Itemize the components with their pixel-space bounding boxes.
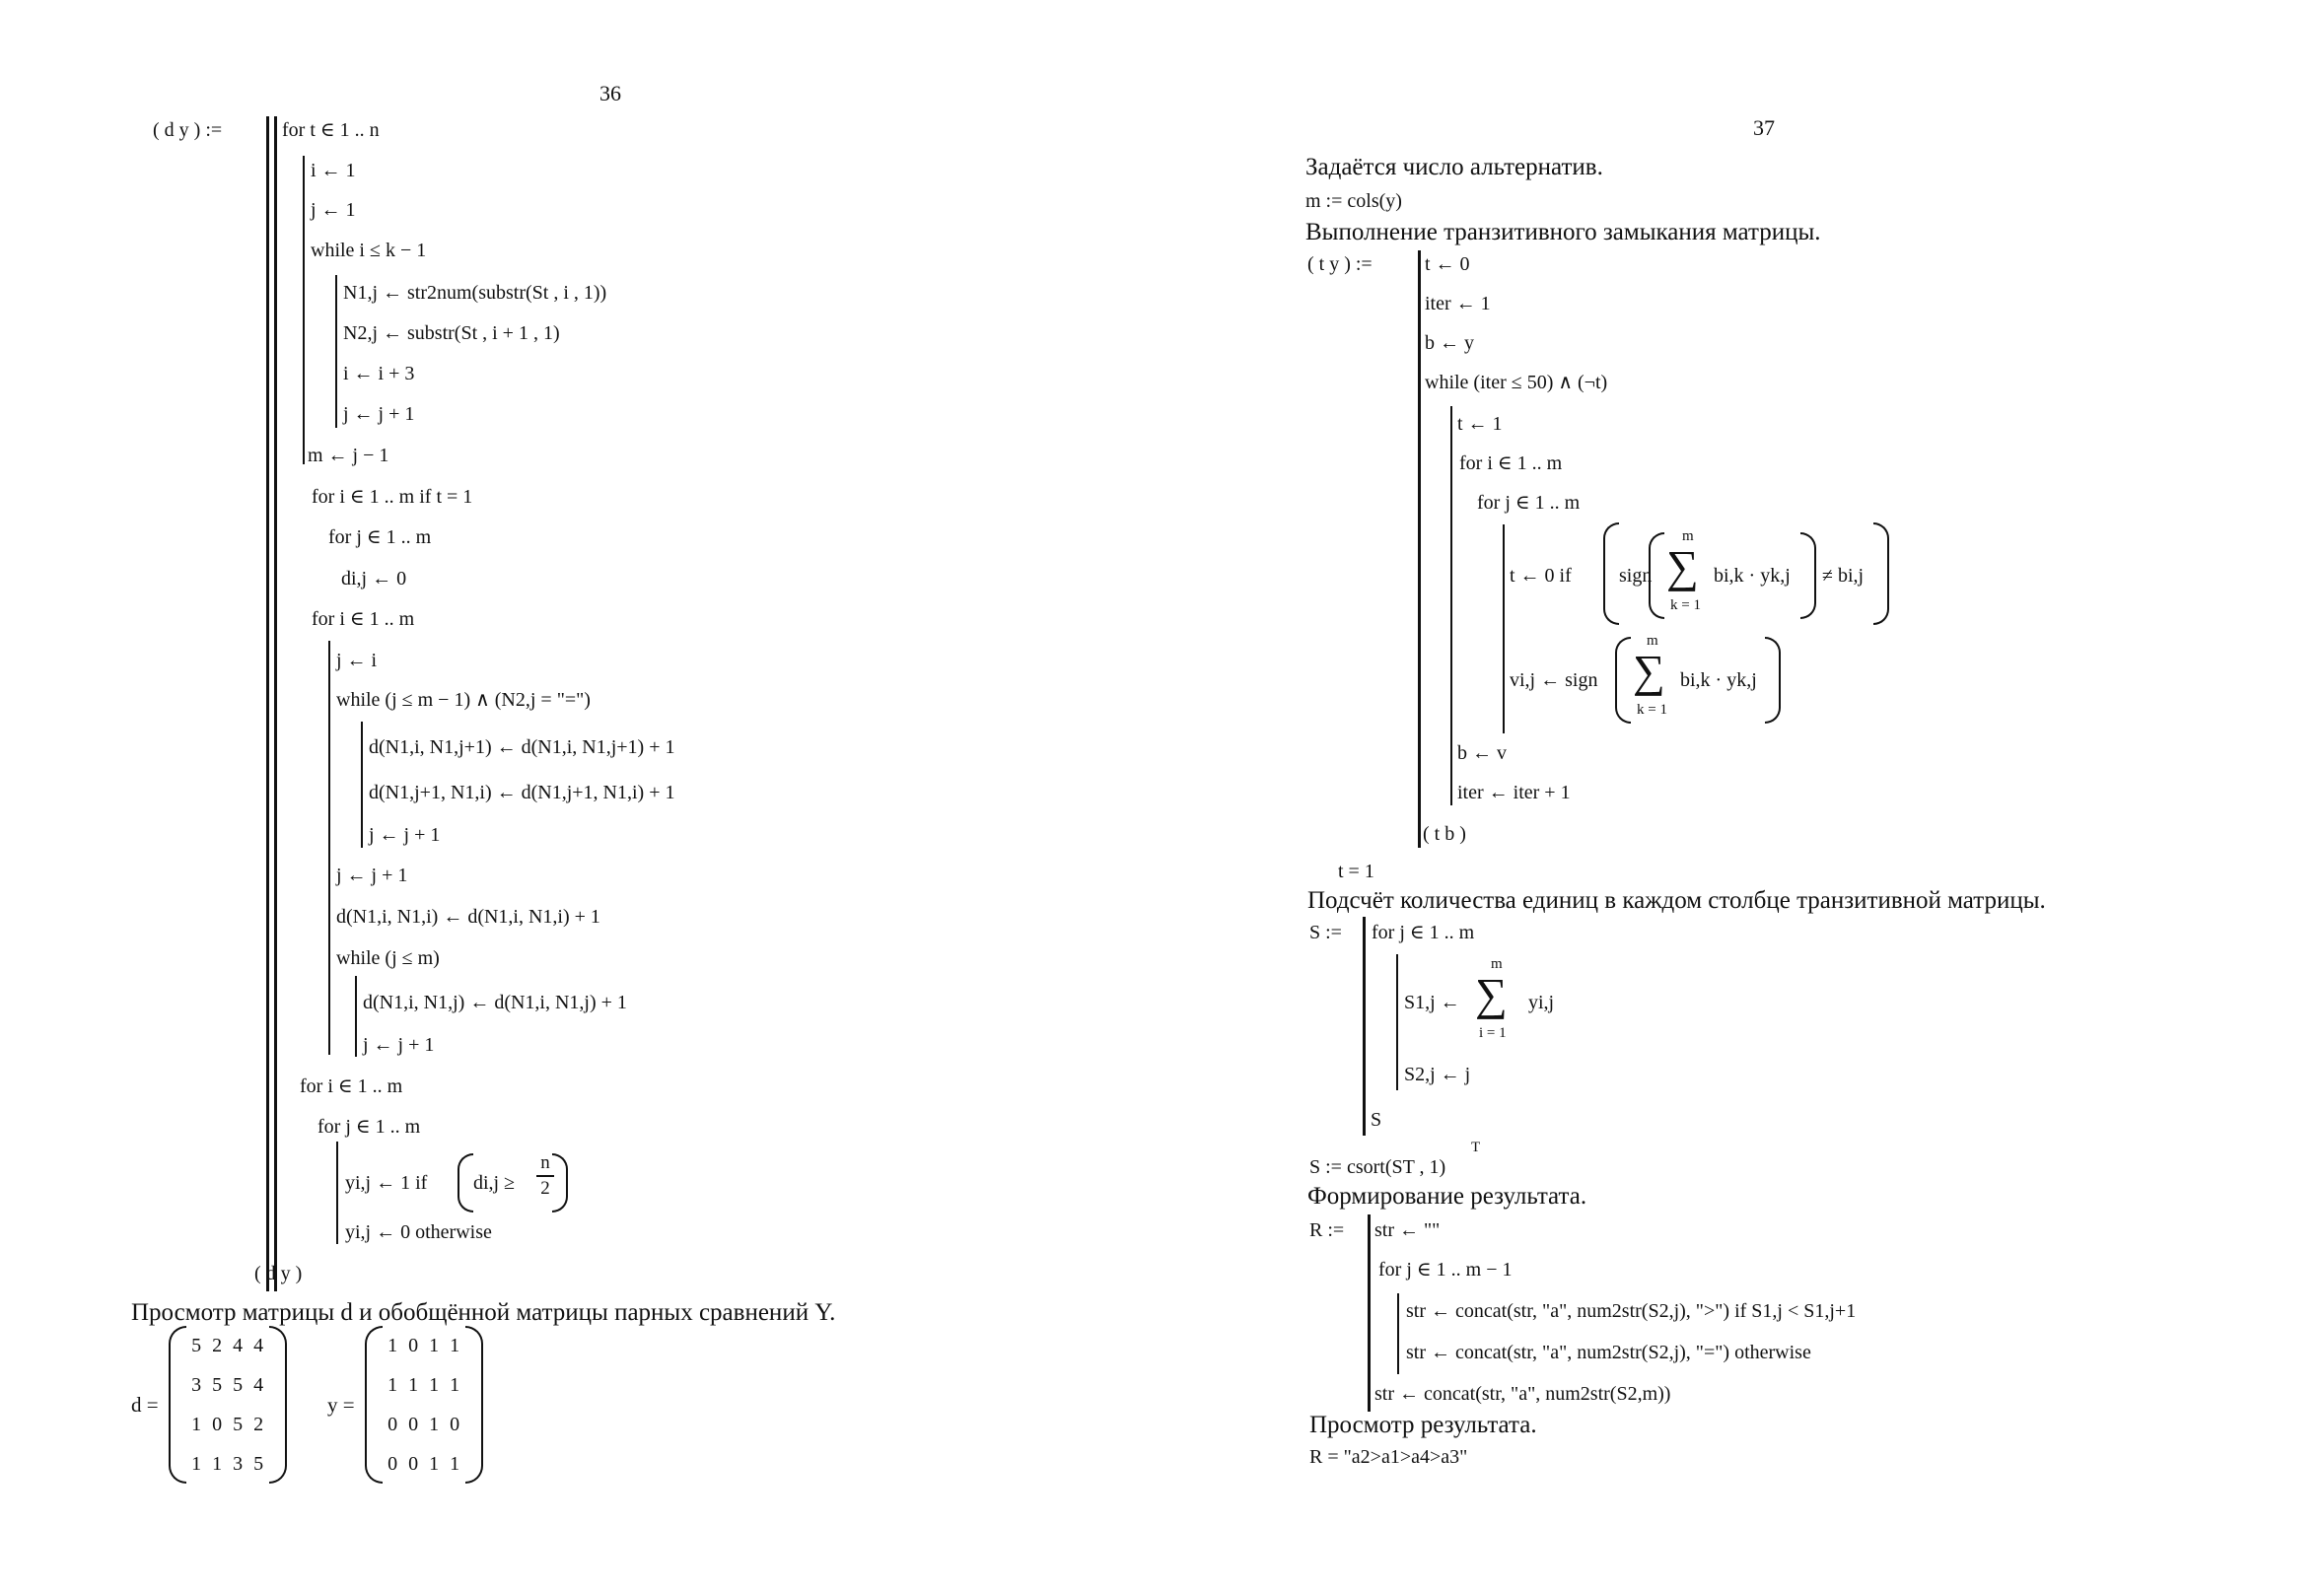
matrix-cell: 0 [450,1413,460,1435]
matrix-label: d = [131,1392,159,1417]
paren-left [1649,532,1664,619]
code-line: j ← j + 1 [369,824,441,846]
code-line: j ← j + 1 [343,403,415,425]
paren-right [552,1153,568,1213]
sign-function: sign [1619,565,1653,587]
sum-term: yi,j [1528,992,1555,1013]
paren-left [458,1153,473,1213]
program-bracket [1418,250,1421,848]
matrix-cell: 1 [387,1373,398,1396]
matrix-cell: 4 [233,1334,244,1356]
code-line: t ← 0 [1425,253,1470,275]
matrix-cell: 0 [408,1334,419,1356]
section-heading: Выполнение транзитивного замыкания матрицы. [1305,219,1821,245]
matrix-cell: 1 [450,1373,460,1396]
program-bracket [1363,917,1366,1136]
code-line: str ← "" [1374,1219,1441,1241]
paren-right [1873,522,1889,625]
code-line: N2,j ← substr(St , i + 1 , 1) [343,322,560,344]
matrix-row [383,1365,465,1405]
code-line: S := csort(ST , 1) [1309,1156,1446,1178]
matrix-cell: 1 [450,1452,460,1475]
code-line: yi,j ← 0 otherwise [345,1221,492,1243]
code-line: while i ≤ k − 1 [311,240,427,261]
sum-lower-limit: k = 1 [1637,702,1667,718]
matrix-bracket-left [169,1326,186,1484]
sigma-icon: ∑ [1666,541,1699,591]
code-line: b ← y [1425,332,1474,354]
matrix-cell: 1 [408,1373,419,1396]
matrix-row [186,1444,269,1484]
code-line: str ← concat(str, "a", num2str(S2,j), ">") if S1,j < S1,j+1 [1406,1300,1857,1322]
matrix-cell: 2 [212,1334,223,1356]
code-line: S [1371,1109,1382,1131]
result-line: R = "a2>a1>a4>a3" [1309,1446,1468,1468]
section-heading: Задаётся число альтернатив. [1305,154,1603,180]
code-line: t ← 0 if [1510,565,1572,587]
code-line: t ← 1 [1457,413,1503,435]
matrix-row [186,1326,269,1365]
code-line: j ← j + 1 [363,1034,435,1056]
code-line: m ← j − 1 [308,445,389,466]
page-number: 36 [599,81,621,105]
code-line: i ← 1 [311,160,356,181]
transpose-mark: T [1471,1140,1481,1155]
matrix-cell: 4 [253,1373,264,1396]
matrix-row [186,1405,269,1444]
sum-lower-limit: k = 1 [1670,597,1701,613]
while-body-bracket [1450,406,1452,805]
matrix-bracket-left [365,1326,383,1484]
matrix-cell: 0 [387,1413,398,1435]
section-heading: Просмотр матрицы d и обобщённой матрицы парных сравнений Y. [131,1299,836,1326]
function-definition-lhs: ( d y ) := [153,119,223,141]
matrix-cell: 1 [387,1334,398,1356]
matrix-row [186,1365,269,1405]
sum-upper-limit: m [1647,633,1658,649]
matrix-row [383,1405,465,1444]
code-line: ( t b ) [1423,823,1466,845]
matrix-d [131,1326,287,1484]
result-line: t = 1 [1338,861,1374,882]
matrix-cell: 1 [191,1452,202,1475]
for-body-bracket [1396,954,1398,1090]
matrix-cell: 0 [408,1413,419,1435]
code-line: j ← i [336,650,378,671]
while-body-bracket [335,275,337,428]
paren-left [1603,522,1619,625]
code-line: i ← i + 3 [343,363,415,384]
matrix-cell: 1 [191,1413,202,1435]
matrix-cell: 4 [253,1334,264,1356]
code-line: d(N1,j+1, N1,i) ← d(N1,j+1, N1,i) + 1 [369,782,675,803]
matrix-cell: 3 [233,1452,244,1475]
code-line: S1,j ← [1404,992,1460,1013]
condition-text: di,j ≥ [473,1172,516,1194]
code-line: b ← v [1457,742,1507,764]
comparison: ≠ bi,j [1822,565,1865,587]
code-line: while (iter ≤ 50) ∧ (¬t) [1425,372,1608,393]
matrix-bracket-right [269,1326,287,1484]
code-line: iter ← iter + 1 [1457,782,1571,803]
while-le-body-bracket [355,976,357,1057]
code-line: d(N1,i, N1,j) ← d(N1,i, N1,j) + 1 [363,992,627,1013]
sum-term: bi,k · yk,j [1714,565,1791,587]
sum-lower-limit: i = 1 [1479,1025,1507,1041]
matrix-cell: 5 [212,1373,223,1396]
matrix-cell: 1 [429,1334,440,1356]
matrix-d-table [186,1326,269,1484]
sum-term: bi,k · yk,j [1680,669,1757,691]
paren-right [1800,532,1816,619]
code-line: for j ∈ 1 .. m [317,1116,421,1138]
code-line: m := cols(y) [1305,190,1402,212]
function-definition-lhs: S := [1309,922,1342,943]
code-line: j ← 1 [311,199,356,221]
for-i-body-bracket [328,641,330,1055]
matrix-cell: 3 [191,1373,202,1396]
matrix-cell: 1 [212,1452,223,1475]
code-line: N1,j ← str2num(substr(St , i , 1)) [343,282,607,304]
sigma-icon: ∑ [1633,646,1665,696]
code-line: for j ∈ 1 .. m [1372,922,1475,943]
code-line: for t ∈ 1 .. n [282,119,380,141]
matrix-cell: 0 [387,1452,398,1475]
section-heading: Просмотр результата. [1309,1412,1537,1438]
code-line: str ← concat(str, "a", num2str(S2,m)) [1374,1383,1671,1405]
code-line: for i ∈ 1 .. m if t = 1 [312,486,473,508]
loop-body-bracket [303,156,305,464]
code-line: for i ∈ 1 .. m [312,608,415,630]
code-line: d(N1,i, N1,i) ← d(N1,i, N1,i) + 1 [336,906,600,928]
while-eq-body-bracket [361,722,363,848]
paren-right [1765,637,1781,724]
matrix-row [383,1444,465,1484]
code-line: j ← j + 1 [336,865,408,886]
paren-left [1615,637,1631,724]
code-line: iter ← 1 [1425,293,1491,314]
for-j-body-bracket [336,1142,338,1244]
matrix-cell: 5 [233,1413,244,1435]
code-line: for j ∈ 1 .. m [1477,492,1581,514]
code-line: di,j ← 0 [341,568,407,589]
matrix-cell: 5 [253,1452,264,1475]
code-line: vi,j ← sign [1510,669,1598,691]
sum-upper-limit: m [1491,956,1503,972]
program-bracket [1368,1214,1371,1412]
matrix-cell: 1 [429,1413,440,1435]
function-definition-lhs: R := [1309,1219,1345,1241]
section-heading: Формирование результата. [1307,1183,1587,1210]
code-line: while (j ≤ m) [336,947,440,969]
code-line: ( d y ) [254,1263,303,1284]
code-line: while (j ≤ m − 1) ∧ (N2,j = "=") [336,689,591,711]
code-line: d(N1,i, N1,j+1) ← d(N1,i, N1,j+1) + 1 [369,736,675,758]
program-bracket-inner [274,116,277,1291]
code-line: S2,j ← j [1404,1064,1471,1085]
matrix-label: y = [327,1392,355,1417]
code-line: yi,j ← 1 if [345,1172,428,1194]
matrix-cell: 5 [191,1334,202,1356]
code-line: for j ∈ 1 .. m [328,526,432,548]
for-j-body-bracket [1503,524,1505,733]
matrix-cell: 1 [450,1334,460,1356]
matrix-cell: 5 [233,1373,244,1396]
matrix-cell: 0 [408,1452,419,1475]
page-number: 37 [1753,115,1775,140]
sum-upper-limit: m [1682,528,1694,544]
sigma-icon: ∑ [1475,969,1508,1019]
for-body-bracket [1397,1293,1399,1374]
matrix-y-table [383,1326,465,1484]
function-definition-lhs: ( t y ) := [1307,253,1373,275]
section-heading: Подсчёт количества единиц в каждом столбце транзитивной матрицы. [1307,887,2046,914]
right-page [1162,0,2324,1594]
matrix-cell: 1 [429,1452,440,1475]
matrix-cell: 0 [212,1413,223,1435]
code-line: str ← concat(str, "a", num2str(S2,j), "=") otherwise [1406,1342,1811,1363]
program-bracket [266,116,269,1291]
code-line: for i ∈ 1 .. m [1459,452,1563,474]
code-line: for i ∈ 1 .. m [300,1075,403,1097]
matrix-cell: 1 [429,1373,440,1396]
code-line: for j ∈ 1 .. m − 1 [1378,1259,1513,1281]
matrix-y [327,1326,483,1484]
matrix-bracket-right [465,1326,483,1484]
matrix-row [383,1326,465,1365]
fraction: n 2 [536,1153,554,1199]
matrix-cell: 2 [253,1413,264,1435]
